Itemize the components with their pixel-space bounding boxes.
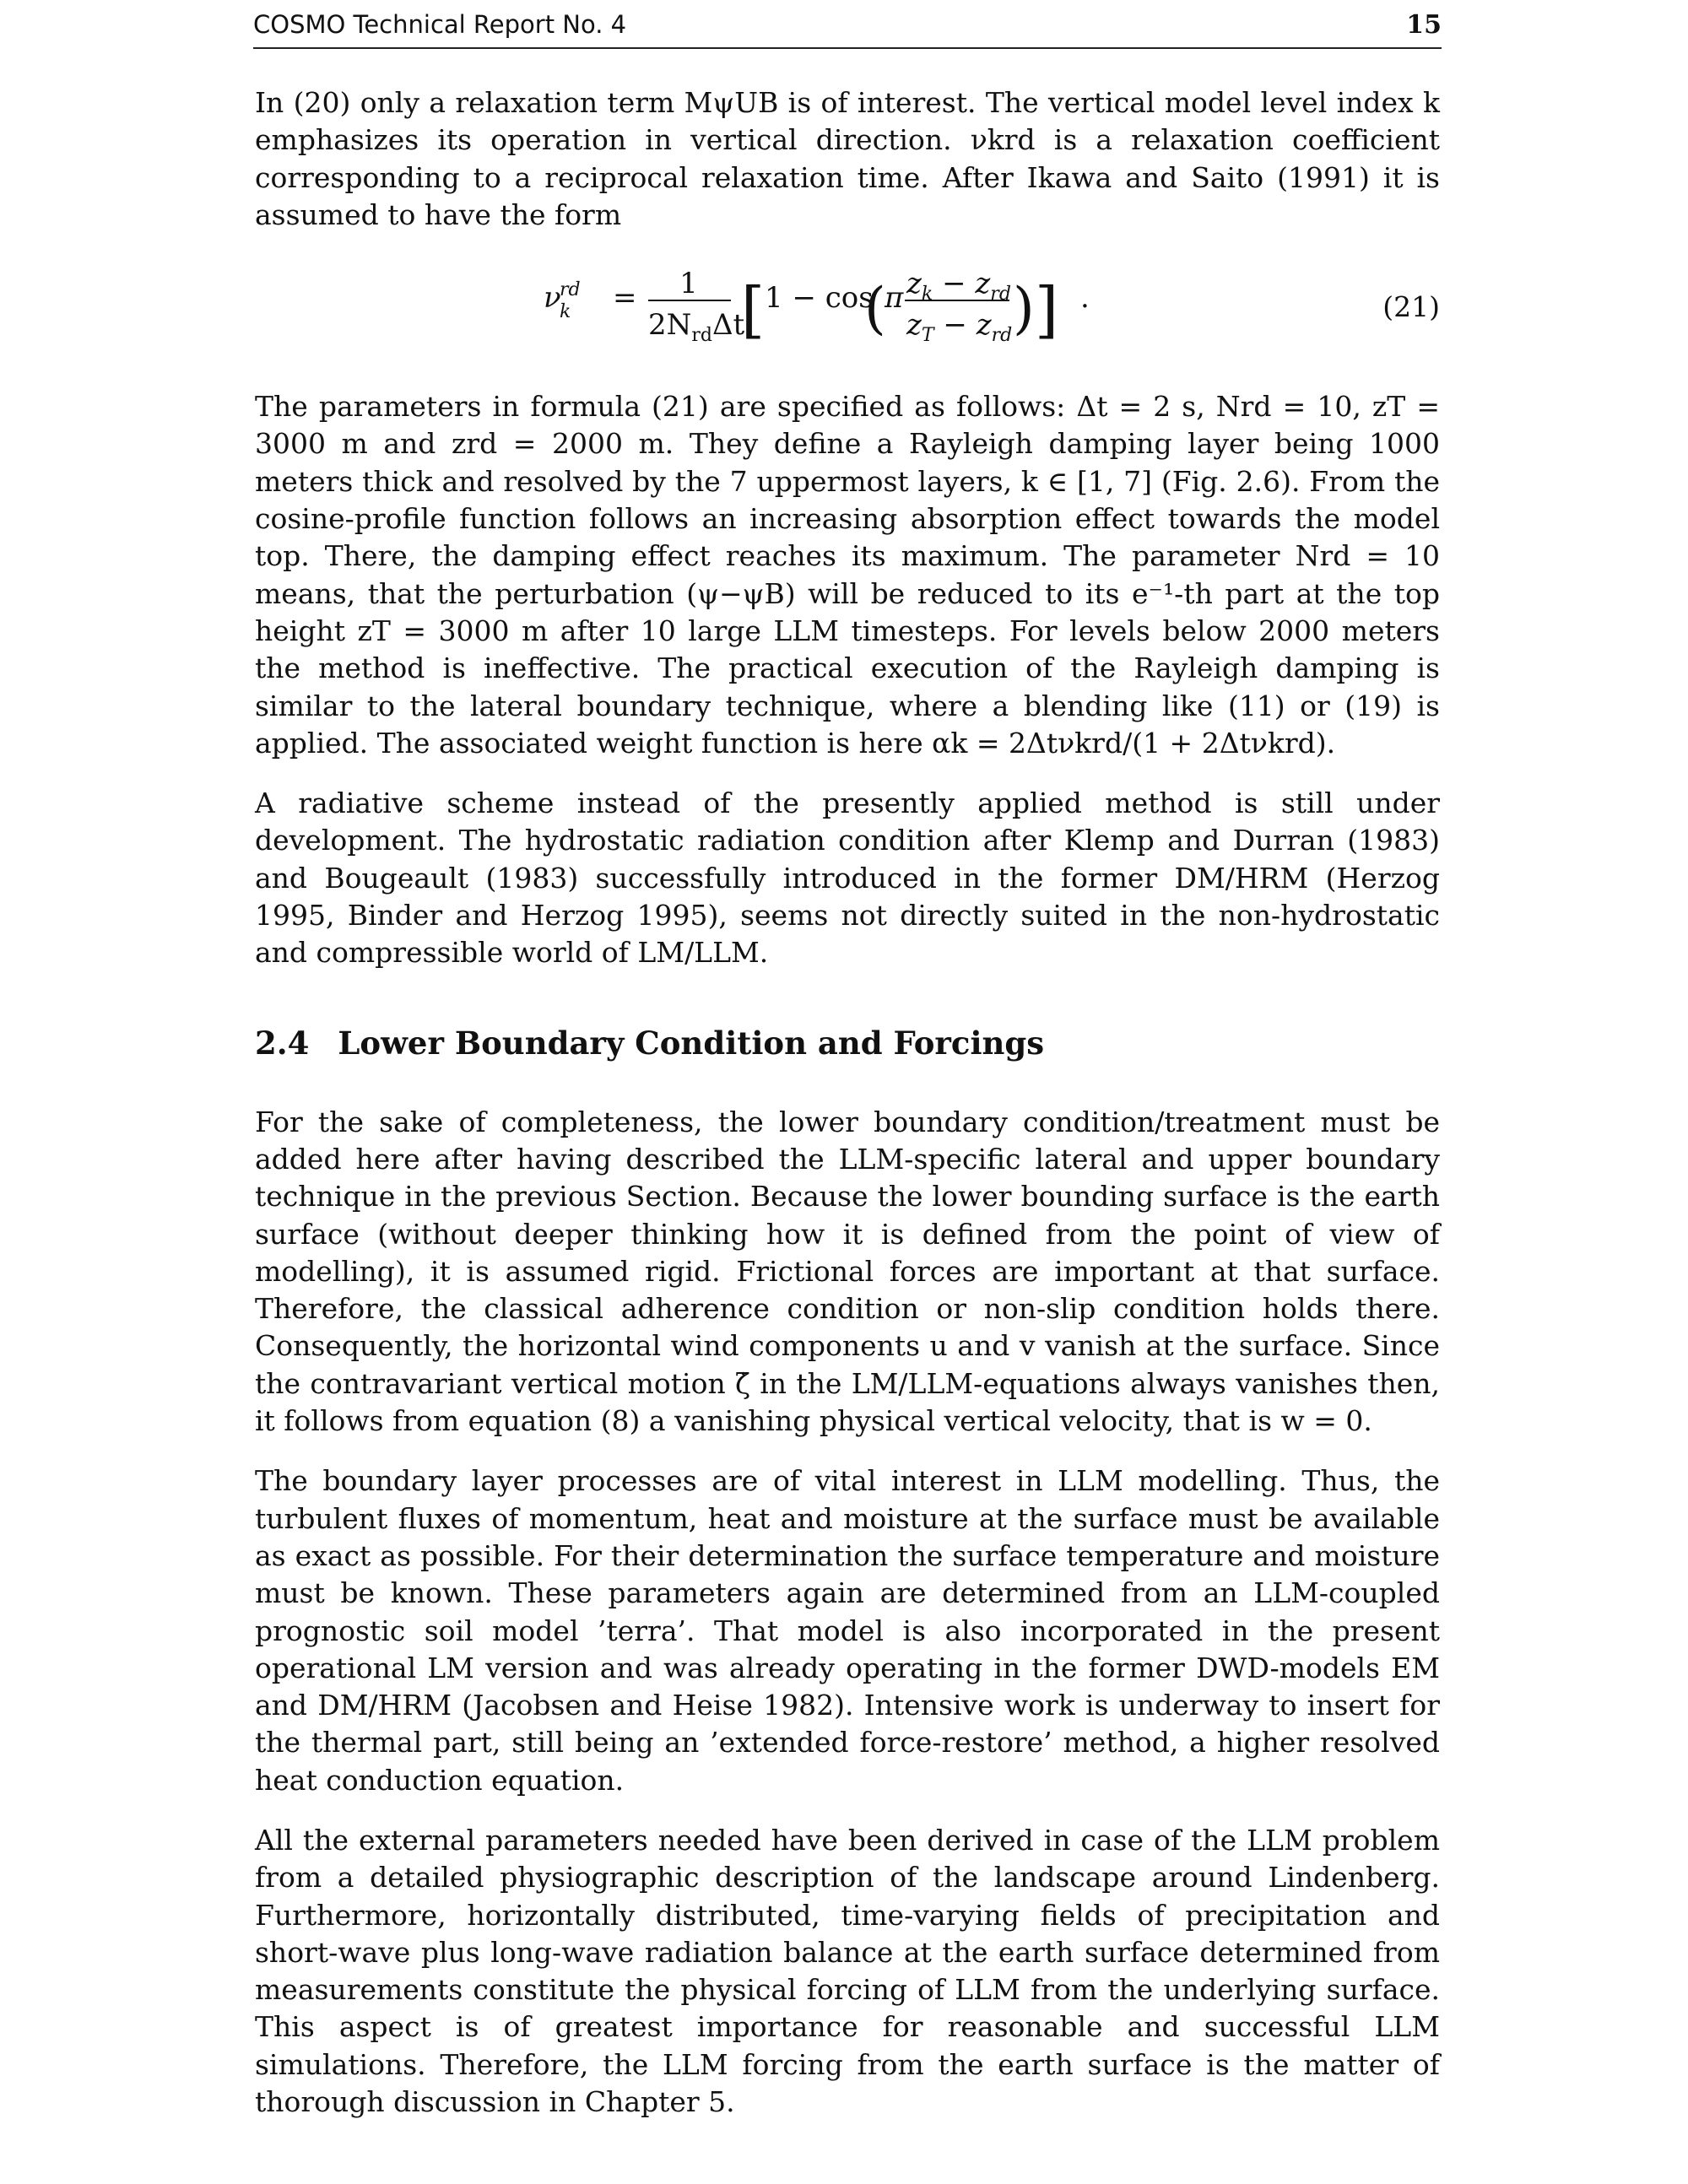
eq-denominator	[648, 308, 745, 346]
equation-21	[255, 257, 1440, 365]
eq-inner-denominator	[906, 308, 1012, 346]
paragraph: The boundary layer processes are of vital interest in LLM modelling. Thus, the turbulent fluxes of momentum, heat and moisture at the surface must be available as exact as possible. For their determination the surface temperature and moisture must be known. These parameters again are determined from an LLM-coupled prognostic soil model ’terra’. That model is also incorporated in the present operational LM version and was already operating in the former DWD-models EM and DM/HRM (Jacobsen and Heise 1982). Intensive work is underway to insert for the thermal part, still being an ’extended force-restore’ method, a higher resolved heat conduction equation.	[255, 1464, 1440, 1797]
page-header	[253, 10, 1442, 49]
report-title: COSMO Technical Report No. 4	[253, 10, 627, 39]
eq-one-minus-cos: 1 − cos	[765, 281, 874, 316]
eq-lhs-superscript: rd	[560, 279, 581, 301]
eq-lhs-symbol: ν	[544, 281, 561, 316]
eq-inner-den-sub2: rd	[991, 325, 1013, 347]
eq-denominator-sub: rd	[691, 325, 712, 347]
eq-paren-open: (	[864, 276, 886, 342]
section-number: 2.4	[255, 1024, 310, 1062]
eq-inner-den-minus: − z	[933, 308, 992, 343]
eq-inner-num-z: z	[906, 267, 922, 301]
page-body	[255, 84, 1440, 2121]
eq-inner-num-sub2: rd	[990, 284, 1011, 305]
section-heading	[255, 1024, 1440, 1062]
eq-period: .	[1080, 281, 1090, 316]
paragraph: In (20) only a relaxation term MψUB is of interest. The vertical model level index k emphasizes its operation in vertical direction. νkrd is a relaxation coefficient corresponding to a reciprocal relaxation time. After Ikawa and Saito (1991) it is assumed to have the form	[255, 86, 1440, 231]
eq-denominator-head: 2N	[648, 308, 692, 343]
paragraph: A radiative scheme instead of the presently applied method is still under development. The hydrostatic radiation condition after Klemp and Durran (1983) and Bougeault (1983) successfully introduced in the former DM/HRM (Herzog 1995, Binder and Herzog 1995), seems not directly suited in the non-hydrostatic and compressible world of LM/LLM.	[255, 787, 1440, 970]
eq-bracket-open: [	[741, 274, 766, 346]
page-number: 15	[1406, 10, 1442, 40]
paragraph: The parameters in formula (21) are specified as follows: Δt = 2 s, Nrd = 10, zT = 3000 m and zrd = 2000 m. They define a Rayleigh damping layer being 1000 meters thick and resolved by the 7 uppermost layers, k ∈ [1, 7] (Fig. 2.6). From the cosine-profile function follows an increasing absorption effect towards the model top. There, the damping effect reaches its maximum. The parameter Nrd = 10 means, that the perturbation (ψ−ψB) will be reduced to its e⁻¹-th part at the top height zT = 3000 m after 10 large LLM timesteps. For levels below 2000 meters the method is ineffective. The practical execution of the Rayleigh damping is similar to the lateral boundary technique, where a blending like (11) or (19) is applied. The associated weight function is here αk = 2Δtνkrd/(1 + 2Δtνkrd).	[255, 390, 1440, 760]
eq-denominator-tail: Δt	[712, 308, 745, 343]
equation-number: (21)	[1382, 290, 1440, 324]
eq-inner-num-sub1: k	[921, 284, 933, 305]
paragraph: For the sake of completeness, the lower boundary condition/treatment must be added here after having described the LLM-specific lateral and upper boundary technique in the previous Section. Because the lower bounding surface is the earth surface (without deeper thinking how it is defined from the point of view of modelling), it is assumed rigid. Frictional forces are important at that surface. Therefore, the classical adherence condition or non-slip condition holds there. Consequently, the horizontal wind components u and v vanish at the surface. Since the contravariant vertical motion ζ̇ in the LM/LLM-equations always vanishes then, it follows from equation (8) a vanishing physical vertical velocity, that is w = 0.	[255, 1105, 1440, 1438]
eq-pi: π	[885, 281, 904, 316]
eq-inner-den-z: z	[906, 308, 922, 343]
eq-paren-close: )	[1013, 276, 1035, 342]
eq-inner-num-minus: − z	[933, 267, 991, 301]
eq-equals: =	[613, 281, 637, 316]
eq-lhs-subscript: k	[560, 301, 571, 323]
eq-bracket-close: ]	[1035, 274, 1059, 346]
eq-numerator: 1	[679, 267, 698, 301]
paragraph: All the external parameters needed have been derived in case of the LLM problem from a detailed physiographic description of the landscape around Lindenberg. Furthermore, horizontally distributed, time-varying fields of precipitation and short-wave plus long-wave radiation balance at the earth surface determined from measurements constitute the physical forcing of LLM from the underlying surface. This aspect is of greatest importance for reasonable and successful LLM simulations. Therefore, the LLM forcing from the earth surface is the matter of thorough discussion in Chapter 5.	[255, 1823, 1440, 2119]
eq-inner-den-sub1: T	[921, 325, 934, 347]
section-title: Lower Boundary Condition and Forcings	[338, 1024, 1045, 1062]
eq-inner-numerator	[906, 267, 1011, 305]
equation-formula	[544, 257, 1219, 365]
